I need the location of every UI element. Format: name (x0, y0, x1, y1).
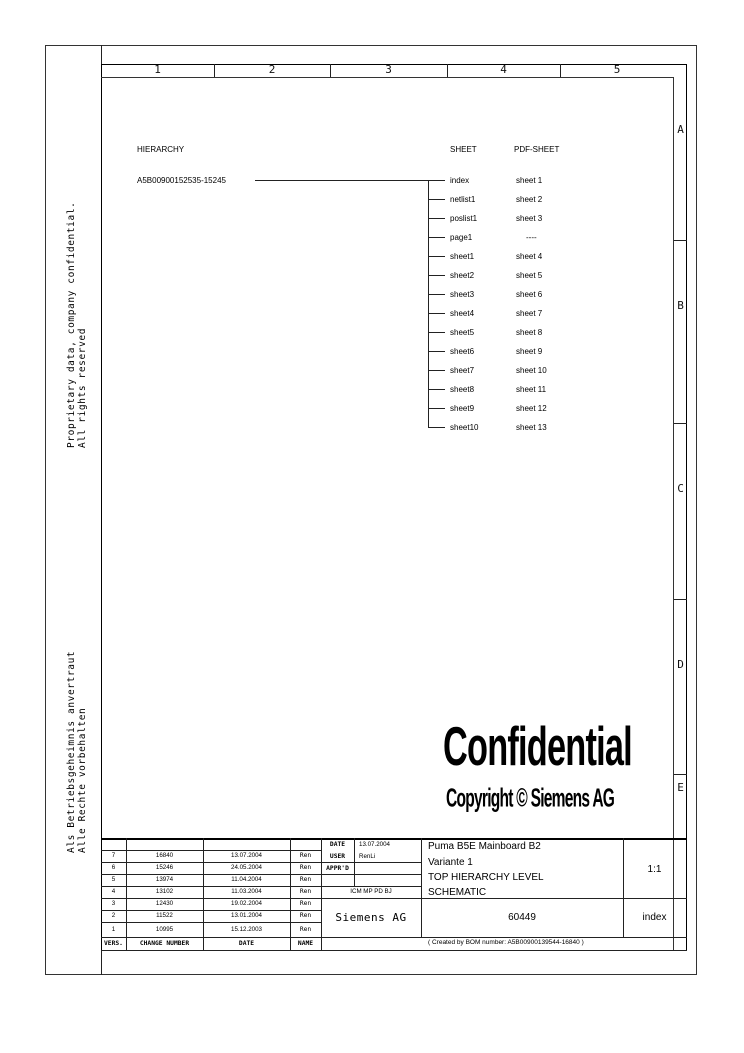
pdf-sheet: sheet 8 (516, 328, 543, 337)
rev-change: 12430 (155, 900, 174, 907)
rev-vers: 4 (111, 888, 116, 895)
description-line-3: TOP HIERARCHY LEVEL (428, 872, 544, 883)
drawing-area (101, 77, 674, 951)
rev-name: Ren (299, 852, 312, 859)
approved-label: APPR'D (326, 865, 349, 872)
user-label: USER (329, 853, 346, 860)
confidential-stamp-title: Confidential (443, 716, 632, 778)
header-change-number: CHANGE NUMBER (139, 940, 190, 947)
sheet-header: SHEET (450, 145, 477, 154)
rev-name: Ren (299, 888, 312, 895)
rev-date: 11.03.2004 (231, 888, 262, 895)
user-value: RenLi (359, 853, 376, 860)
column-label-2: 2 (268, 63, 276, 76)
rev-change: 16840 (155, 852, 174, 859)
sheet-name: sheet7 (450, 366, 475, 375)
pdf-sheet-header: PDF-SHEET (514, 145, 560, 154)
pdf-sheet: sheet 11 (516, 385, 547, 394)
confidentiality-note-de (66, 651, 88, 853)
pdf-sheet: sheet 6 (516, 290, 543, 299)
rev-name: Ren (299, 864, 312, 871)
pdf-sheet: sheet 4 (516, 252, 543, 261)
rev-change: 13102 (155, 888, 174, 895)
pdf-sheet: sheet 12 (516, 404, 547, 413)
scale: 1:1 (647, 864, 662, 875)
date-label: DATE (329, 841, 346, 848)
description-line-4: SCHEMATIC (428, 887, 487, 898)
confidentiality-de-line-1: Als Betriebsgeheimnis anvertraut (66, 650, 77, 853)
rev-vers: 3 (111, 900, 116, 907)
rev-vers: 1 (111, 926, 116, 933)
rev-change: 10995 (155, 926, 174, 933)
row-label-a: A (677, 123, 684, 136)
date-value: 13.07.2004 (359, 841, 390, 848)
copyright-notice: Copyright © Siemens AG (446, 784, 615, 813)
rev-vers: 5 (111, 876, 116, 883)
rev-vers: 2 (111, 912, 116, 919)
header-date: DATE (238, 940, 255, 947)
sheet-name: sheet1 (450, 252, 475, 261)
pdf-sheet: ---- (526, 233, 537, 242)
rev-change: 15246 (155, 864, 174, 871)
rev-date: 11.04.2004 (231, 876, 262, 883)
rev-name: Ren (299, 912, 312, 919)
rev-date: 19.02.2004 (231, 900, 262, 907)
pdf-sheet: sheet 9 (516, 347, 543, 356)
sheet-name: netlist1 (450, 195, 476, 204)
row-label-d: D (677, 658, 684, 671)
description-line-2: Variante 1 (428, 857, 473, 868)
sheet-name-cell: index (642, 912, 667, 923)
rev-name: Ren (299, 876, 312, 883)
company-name: Siemens AG (335, 911, 407, 924)
sheet-name: poslist1 (450, 214, 478, 223)
rev-vers: 6 (111, 864, 116, 871)
sheet-name: sheet6 (450, 347, 475, 356)
sheet-name: sheet5 (450, 328, 475, 337)
confidentiality-line-1: Proprietary data, company confidential. (66, 201, 77, 448)
pdf-sheet: sheet 7 (516, 309, 543, 318)
pdf-sheet: sheet 3 (516, 214, 543, 223)
column-label-3: 3 (385, 63, 392, 76)
pdf-sheet: sheet 5 (516, 271, 543, 280)
header-vers: VERS. (104, 940, 123, 947)
row-label-c: C (677, 482, 684, 495)
drawing-number: 60449 (508, 912, 536, 923)
sheet-name: index (450, 176, 470, 185)
pdf-sheet: sheet 1 (516, 176, 543, 185)
sheet-name: sheet4 (450, 309, 475, 318)
sheet-name: sheet9 (450, 404, 475, 413)
header-name: NAME (297, 940, 314, 947)
row-label-b: B (677, 299, 684, 312)
sheet-name: sheet10 (450, 423, 479, 432)
rev-name: Ren (299, 900, 312, 907)
rev-date: 13.01.2004 (231, 912, 262, 919)
department: ICM MP PD BJ (350, 888, 392, 895)
column-label-1: 1 (154, 63, 161, 76)
column-label-4: 4 (500, 63, 507, 76)
column-label-5: 5 (613, 63, 621, 76)
confidentiality-line-2: All rights reserved (77, 327, 88, 448)
rev-date: 15.12.2003 (231, 926, 262, 933)
root-connector (255, 180, 445, 181)
pdf-sheet: sheet 2 (516, 195, 543, 204)
sheet-name: page1 (450, 233, 473, 242)
row-label-e: E (677, 781, 684, 794)
rev-vers: 7 (111, 852, 116, 859)
sheet-name: sheet3 (450, 290, 475, 299)
sheet-name: sheet2 (450, 271, 475, 280)
rev-change: 11522 (156, 912, 173, 919)
pdf-sheet: sheet 13 (516, 423, 547, 432)
pdf-sheet: sheet 10 (516, 366, 547, 375)
hierarchy-header: HIERARCHY (137, 145, 185, 154)
rev-date: 13.07.2004 (231, 852, 262, 859)
created-by-bom: ( Created by BOM number: A5B00900139544-16840 ) (428, 939, 584, 946)
confidentiality-note-en (66, 202, 88, 448)
description-line-1: Puma B5E Mainboard B2 (428, 841, 541, 852)
rev-date: 24.05.2004 (231, 864, 262, 871)
confidentiality-de-line-2: Alle Rechte vorbehalten (77, 707, 88, 853)
rev-change: 13974 (155, 876, 174, 883)
sheet-name: sheet8 (450, 385, 475, 394)
rev-name: Ren (299, 926, 312, 933)
hierarchy-root: A5B00900152535-15245 (137, 176, 226, 185)
